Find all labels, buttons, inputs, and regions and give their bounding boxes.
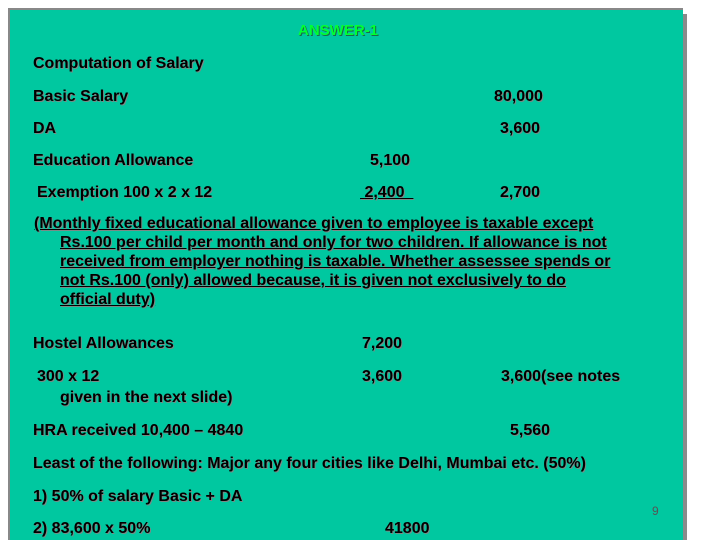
note-line: official duty) — [60, 291, 156, 308]
education-allowance-amount: 5,100 — [370, 152, 411, 169]
hostel-exemption-note: given in the next slide) — [60, 389, 233, 406]
note-line: (Monthly fixed educational allowance given to employee is taxable except — [34, 215, 594, 232]
hostel-exemption-net: 3,600(see notes — [501, 368, 621, 385]
hostel-exemption-label: 300 x 12 — [37, 368, 100, 385]
exemption-net: 2,700 — [500, 184, 541, 201]
da-amount: 3,600 — [500, 120, 541, 137]
note-line: not Rs.100 (only) allowed because, it is given not exclusively to do — [60, 272, 566, 289]
exemption-label: Exemption 100 x 2 x 12 — [37, 184, 213, 201]
basic-salary-label: Basic Salary — [33, 88, 129, 105]
exemption-amount: 2,400 — [364, 184, 405, 201]
slide — [8, 8, 683, 540]
computation-title: Computation of Salary — [33, 55, 204, 72]
page-number: 9 — [652, 504, 659, 518]
basic-salary-amount: 80,000 — [494, 88, 543, 105]
least-item-1: 1) 50% of salary Basic + DA — [33, 488, 243, 505]
note-line: Rs.100 per child per month and only for two children. If allowance is not — [60, 234, 607, 251]
education-allowance-label: Education Allowance — [33, 152, 194, 169]
hostel-allowance-amount: 7,200 — [362, 335, 403, 352]
answer-heading: ANSWER-1 — [298, 22, 379, 39]
least-item-2-amount: 41800 — [385, 520, 430, 537]
hostel-allowance-label: Hostel Allowances — [33, 335, 174, 352]
education-note — [34, 214, 683, 309]
least-of-text: Least of the following: Major any four cities like Delhi, Mumbai etc. (50%) — [33, 455, 586, 472]
note-line: received from employer nothing is taxable. Whether assessee spends or — [60, 253, 611, 270]
hostel-exemption-amount: 3,600 — [362, 368, 403, 385]
da-label: DA — [33, 120, 57, 137]
hra-label: HRA received 10,400 – 4840 — [33, 422, 244, 439]
hra-amount: 5,560 — [510, 422, 551, 439]
slide-shadow — [683, 14, 687, 540]
least-item-2: 2) 83,600 x 50% — [33, 520, 151, 537]
